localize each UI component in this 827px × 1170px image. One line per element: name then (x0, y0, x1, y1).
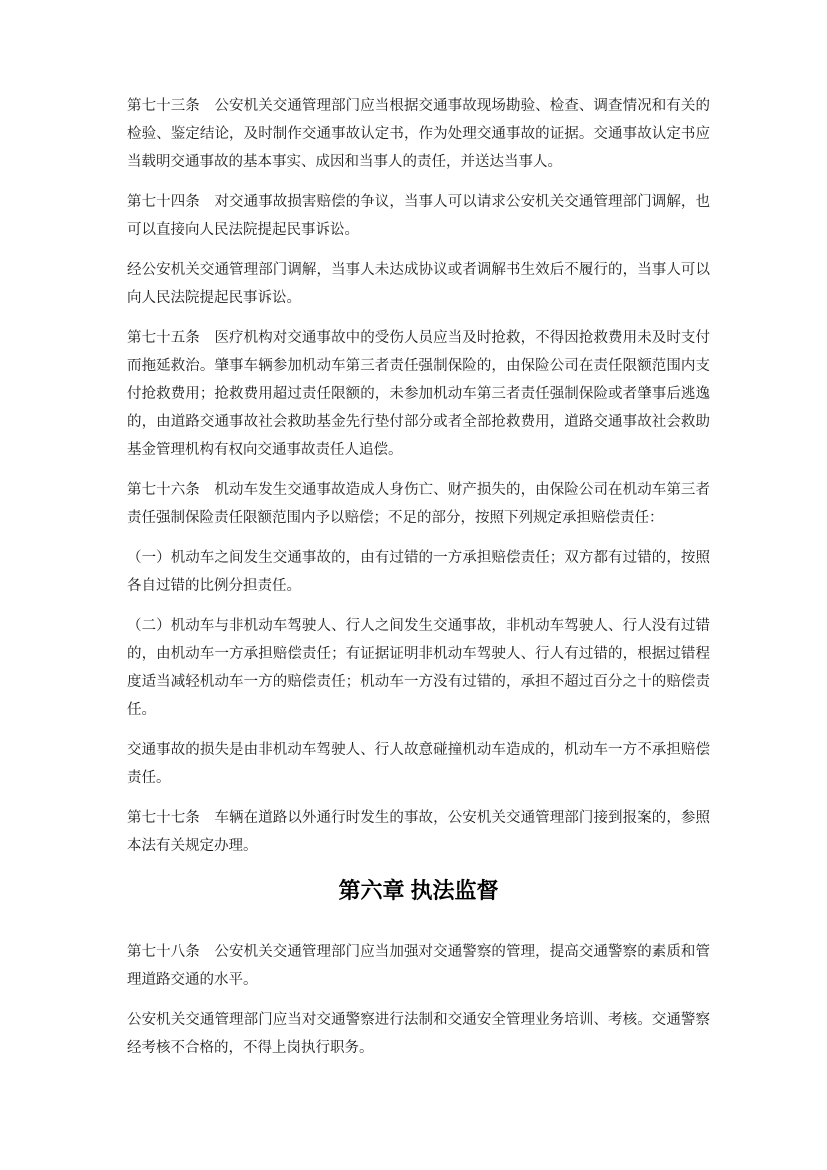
law-article-76-item-2: （二）机动车与非机动车驾驶人、行人之间发生交通事故，非机动车驾驶人、行人没有过错的，由机动车一方承担赔偿责任；有证据证明非机动车驾驶人、行人有过错的，根据过错程度适当减轻机动车一方的赔偿责任；机动车一方没有过错的，承担不超过百分之十的赔偿责任。 (127, 618, 710, 718)
law-article-77-paragraph: 第七十七条 车辆在道路以外通行时发生的事故，公安机关交通管理部门接到报案的，参照本法有关规定办理。 (127, 810, 710, 854)
law-article-78-paragraph-2: 公安机关交通管理部门应当对交通警察进行法制和交通安全管理业务培训、考核。交通警察经考核不合格的，不得上岗执行职务。 (127, 1012, 710, 1056)
law-article-78-paragraph: 第七十八条 公安机关交通管理部门应当加强对交通警察的管理，提高交通警察的素质和管理道路交通的水平。 (127, 944, 710, 988)
law-article-74-paragraph-2: 经公安机关交通管理部门调解，当事人未达成协议或者调解书生效后不履行的，当事人可以向人民法院提起民事诉讼。 (127, 262, 710, 306)
law-article-76-item-1: （一）机动车之间发生交通事故的，由有过错的一方承担赔偿责任；双方都有过错的，按照各自过错的比例分担责任。 (127, 550, 710, 594)
law-article-76-paragraph: 第七十六条 机动车发生交通事故造成人身伤亡、财产损失的，由保险公司在机动车第三者责任强制保险责任限额范围内予以赔偿；不足的部分，按照下列规定承担赔偿责任： (127, 482, 710, 526)
chapter-6-heading: 第六章 执法监督 (338, 878, 499, 903)
law-article-76-paragraph-3: 交通事故的损失是由非机动车驾驶人、行人故意碰撞机动车造成的，机动车一方不承担赔偿责任。 (127, 742, 710, 786)
law-article-74-paragraph: 第七十四条 对交通事故损害赔偿的争议，当事人可以请求公安机关交通管理部门调解，也可以直接向人民法院提起民事诉讼。 (127, 194, 710, 238)
law-article-75-paragraph: 第七十五条 医疗机构对交通事故中的受伤人员应当及时抢救，不得因抢救费用未及时支付而拖延救治。肇事车辆参加机动车第三者责任强制保险的，由保险公司在责任限额范围内支付抢救费用；抢救费用超过责任限额的，未参加机动车第三者责任强制保险或者肇事后逃逸的，由道路交通事故社会救助基金先行垫付部分或者全部抢救费用，道路交通事故社会救助基金管理机构有权向交通事故责任人追偿。 (127, 330, 710, 458)
law-article-73-paragraph: 第七十三条 公安机关交通管理部门应当根据交通事故现场勘验、检查、调查情况和有关的检验、鉴定结论，及时制作交通事故认定书，作为处理交通事故的证据。交通事故认定书应当载明交通事故的基本事实、成因和当事人的责任，并送达当事人。 (127, 98, 710, 170)
